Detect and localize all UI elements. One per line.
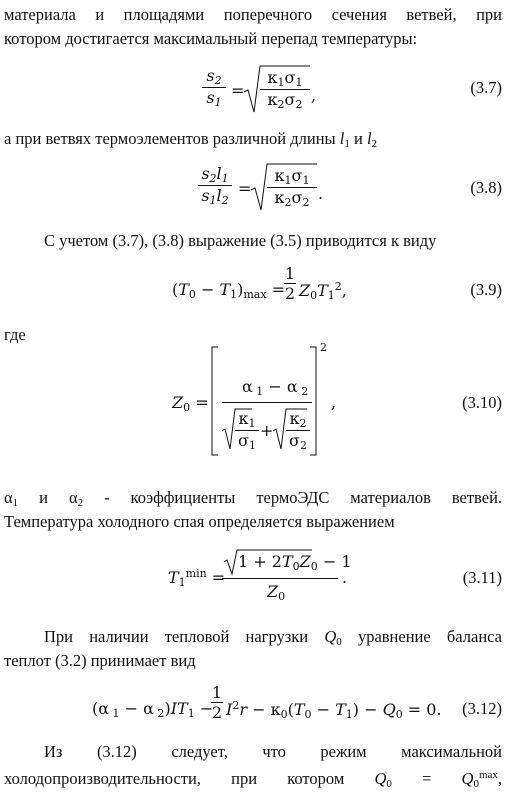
equation-number: (3.8) (470, 178, 502, 197)
p7-word: следует, (171, 742, 228, 761)
equation-3-9: $(T_0 - T_1)_{max}$ = 1 2 $Z_0T_1^2$, (3.9) (172, 264, 502, 303)
paragraph-2-text: а при ветвях термоэлементов различной длины (4, 129, 336, 148)
fraction-one-half: 1 2 (284, 264, 296, 303)
fraction-kappa-sigma: $\kappa_1\sigma_1$ $\kappa_2\sigma_2$ (260, 68, 310, 111)
equation-number: (3.9) (470, 280, 502, 299)
equation-number: (3.12) (462, 699, 502, 718)
equation-number: (3.10) (462, 393, 502, 412)
fraction-s2l1-s1l2: $s_2l_1$ $s_1l_2$ (198, 164, 232, 207)
p7-word: холодопроизводительности, (4, 769, 201, 788)
paragraph-5-line-1: $\alpha_1$ и $\alpha_2$ - коэффициенты термоЭДС материалов ветвей. (4, 488, 503, 509)
equation-3-10: $Z_0$ = 2 α $_1$ − α $_2$ $\kappa_1$ $\sigma_1$ + $\kappa_2$ $\sigma_2$ , (3.10) (0, 343, 510, 461)
p5-tail: коэффициенты термоЭДС материалов ветвей. (130, 488, 503, 507)
p7-word: котором (287, 769, 345, 788)
fraction-kappa1-sigma1: $\kappa_1$ $\sigma_1$ (235, 409, 259, 452)
fraction-kappa2-sigma2: $\kappa_2$ $\sigma_2$ (286, 409, 310, 452)
paragraph-1-line-2: котором достигается максимальный перепад температуры: (4, 29, 418, 48)
paragraph-7-line-2 (4, 764, 502, 796)
paragraph-2: а при ветвях термоэлементов различной длины $l_1$ и $l_2$ (4, 129, 378, 150)
equation-number: (3.11) (462, 568, 502, 587)
equation-3-11: $T_1^{min}$ = $1 + 2T_0Z_0 - 1$ $Z_0$ . (3.11) (0, 548, 510, 608)
equation-3-12: (α $_1$ − α $_2)IT_1$ − 1 2 $I^2r - \kappa_0(T_0 - T_1) - Q_0 = 0$. (3.12) (92, 683, 502, 722)
p5-and: и (39, 488, 48, 507)
equation-3-8: $s_2l_1$ $s_1l_2$ = $\kappa_1\sigma_1$ $\kappa_2\sigma_2$ . (3.8) (0, 160, 510, 220)
p7-word: (3.12) (96, 742, 137, 761)
paragraph-2-and: и (353, 129, 363, 148)
p7-word: что (262, 742, 286, 761)
fraction-s2-s1: $s_2$ $s_1$ (202, 66, 226, 109)
fraction-kappa-sigma: $\kappa_1\sigma_1$ $\kappa_2\sigma_2$ (267, 166, 317, 209)
paragraph-7-line-1 (4, 740, 502, 763)
p6-post: уравнение баланса (357, 627, 502, 646)
paragraph-4: где (4, 325, 26, 344)
paragraph-6-line-2: теплот (3.2) принимает вид (4, 651, 196, 670)
p7-formula: $Q_0 = Q_0^{max}$, (374, 769, 503, 790)
fraction-one-half: 1 2 (211, 683, 223, 722)
p7-word: максимальной (401, 742, 503, 761)
p7-word: режим (320, 742, 367, 761)
p5-dash: - (104, 488, 110, 507)
paragraph-3: С учетом (3.7), (3.8) выражение (3.5) приводится к виду (44, 231, 437, 250)
p6-pre: При наличии тепловой нагрузки (44, 627, 309, 646)
paragraph-6-line-1: При наличии тепловой нагрузки $Q_0$ уравнение баланса (44, 627, 502, 648)
equation-3-7: $s_2$ $s_1$ = $\kappa_1\sigma_1$ $\kappa_2\sigma_2$ , (3.7) (0, 62, 510, 122)
paragraph-1-line-1: материала и площадями поперечного сечения ветвей, при (4, 5, 502, 24)
equation-number: (3.7) (470, 78, 502, 97)
p7-word: при (231, 769, 258, 788)
p7-word: Из (44, 742, 63, 761)
paragraph-5-line-2: Температура холодного спая определяется выражением (4, 512, 395, 531)
